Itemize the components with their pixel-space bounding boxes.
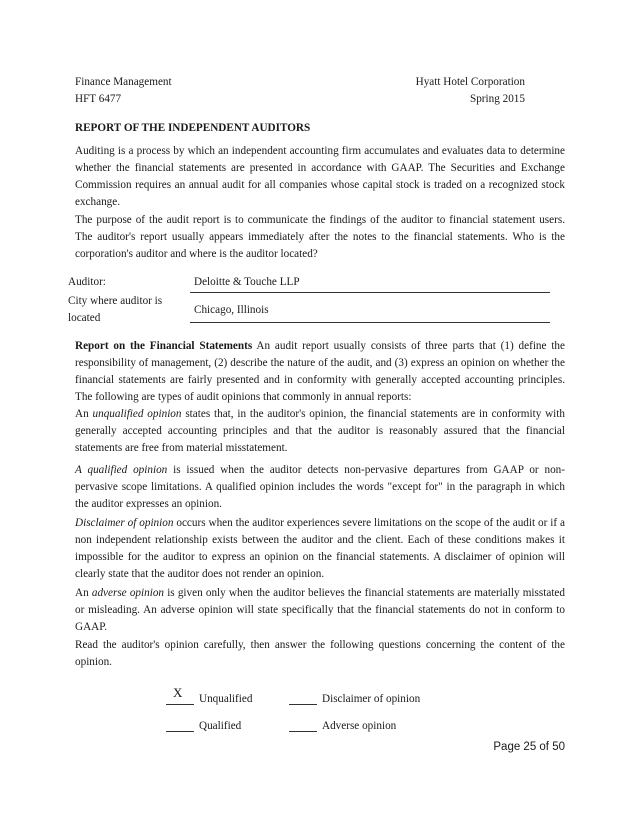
adverse-text: is given only when the auditor believes the financial statements are materially misstated or misleading. An adverse opinion will state specifically that the financial statements do not in conform to GAAP. bbox=[75, 587, 565, 633]
disclaimer-text: occurs when the auditor experiences severe limitations on the scope of the audit or if a non independent relationship exists between the auditor and the client. Each of these conditions makes it impossible for the auditor to express an opinion on the financial statements. A disclaimer of opinion will clearly state that the auditor does not render an opinion. bbox=[75, 517, 565, 580]
unqualified-term: unqualified opinion bbox=[92, 408, 182, 420]
semester: Spring 2015 bbox=[469, 93, 525, 105]
city-value: Chicago, Illinois bbox=[194, 304, 269, 316]
auditor-value: Deloitte & Touche LLP bbox=[194, 276, 300, 288]
qualified-term: A qualified opinion bbox=[75, 464, 168, 476]
adverse-paragraph bbox=[75, 585, 565, 636]
city-underline bbox=[190, 322, 550, 323]
unqualified-pre: An bbox=[75, 408, 89, 420]
disclaimer-term: Disclaimer of opinion bbox=[75, 517, 174, 529]
report-intro bbox=[75, 338, 565, 406]
page-number: Page 25 of 50 bbox=[493, 741, 565, 753]
city-label: City where auditor is located bbox=[68, 295, 163, 324]
option-disclaimer: Disclaimer of opinion bbox=[322, 693, 421, 705]
unqualified-paragraph bbox=[75, 406, 565, 457]
qualified-paragraph bbox=[75, 462, 565, 513]
instruction-paragraph: Read the auditor's opinion carefully, then answer the following questions concerning the content of the opinion. bbox=[75, 639, 565, 668]
adverse-blank[interactable] bbox=[289, 731, 317, 732]
option-qualified: Qualified bbox=[199, 720, 242, 732]
course-code: HFT 6477 bbox=[75, 93, 122, 105]
qualified-blank[interactable] bbox=[166, 731, 194, 732]
intro-paragraph: Auditing is a process by which an independent accounting firm accumulates and evaluates data to determine whether the financial statements are presented in accordance with GAAP. The Securities and Exchange Commission requires an annual audit for all companies whose capital stock is traded on a recognized stock exchange. bbox=[75, 145, 565, 208]
unqualified-text: states that, in the auditor's opinion, the financial statements are in conformity with generally accepted accounting principles and that the auditor is reasonably assured that the financial statements are free from material misstatement. bbox=[75, 408, 565, 454]
auditor-underline bbox=[190, 292, 550, 293]
course-name: Finance Management bbox=[75, 76, 172, 88]
option-unqualified: Unqualified bbox=[199, 693, 253, 705]
report-heading: Report on the Financial Statements bbox=[75, 340, 253, 352]
company-name: Hyatt Hotel Corporation bbox=[415, 76, 525, 88]
qualified-text: is issued when the auditor detects non-pervasive departures from GAAP or non- pervasive scope limitations. A qualified opinion includes the words "except for" in the paragraph in which the auditor expresses an opinion. bbox=[75, 464, 566, 510]
report-intro-text: An audit report usually consists of three parts that (1) define the responsibility of management, (2) describe the nature of the audit, and (3) express an opinion on whether the financial statements are fairly presented and in conformity with generally accepted accounting principles. The following are types of audit opinions that commonly in annual reports: bbox=[75, 340, 565, 403]
unqualified-mark: X bbox=[173, 685, 183, 700]
adverse-pre: An bbox=[75, 587, 89, 599]
disclaimer-paragraph bbox=[75, 515, 565, 583]
page-title: REPORT OF THE INDEPENDENT AUDITORS bbox=[75, 122, 311, 134]
adverse-term: adverse opinion bbox=[91, 587, 165, 599]
unqualified-blank[interactable] bbox=[166, 704, 194, 705]
option-adverse: Adverse opinion bbox=[322, 720, 397, 732]
header-left bbox=[75, 74, 172, 108]
disclaimer-blank[interactable] bbox=[289, 704, 317, 705]
header-right bbox=[416, 74, 525, 108]
auditor-label: Auditor: bbox=[68, 276, 106, 288]
purpose-paragraph: The purpose of the audit report is to communicate the findings of the auditor to financial statement users. The auditor's report usually appears immediately after the notes to the financial statements. Who is the corporation's auditor and where is the auditor located? bbox=[75, 214, 565, 260]
